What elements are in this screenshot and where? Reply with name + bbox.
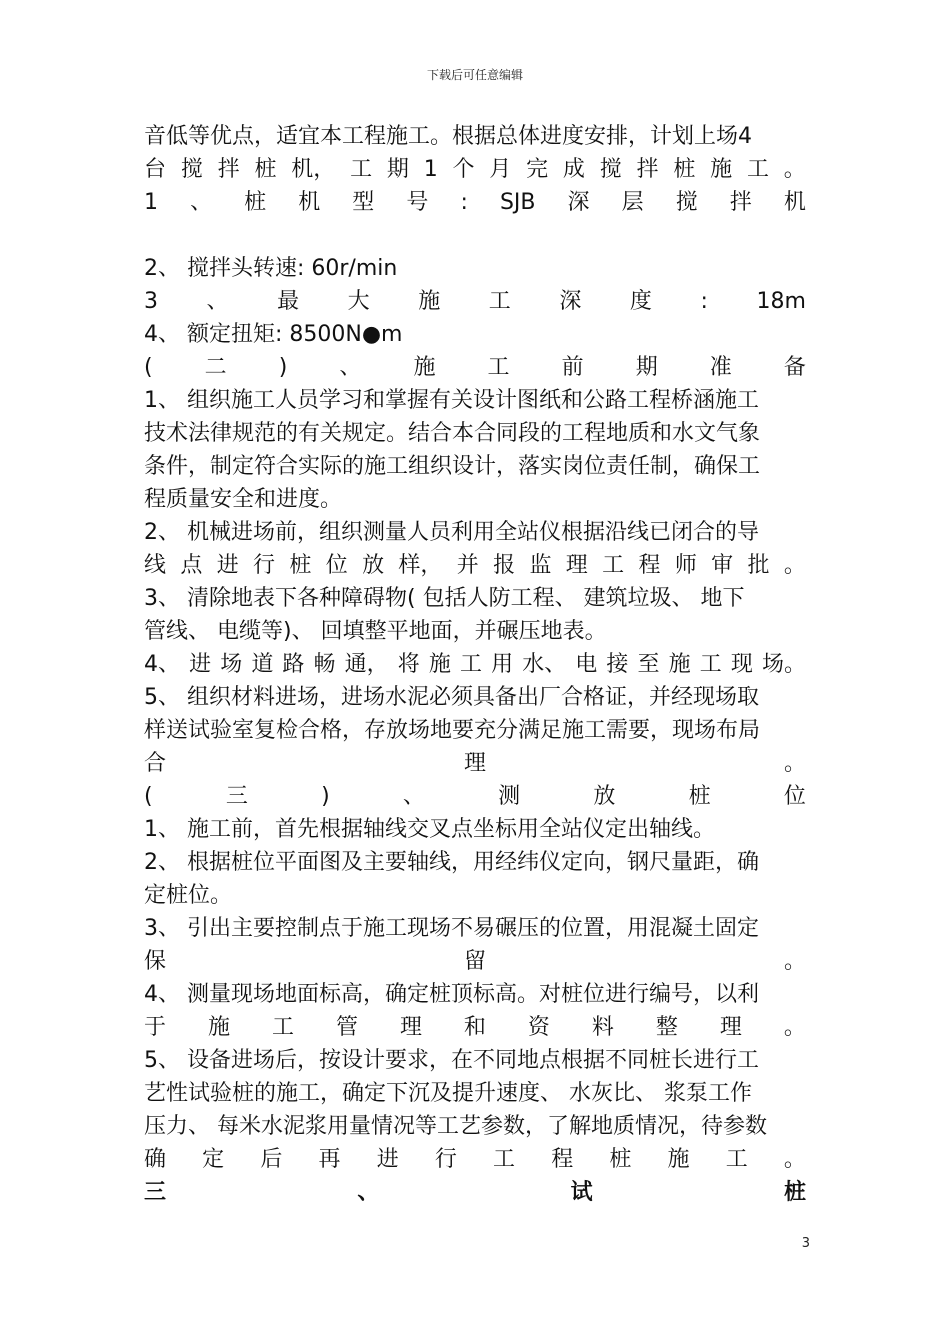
text-token: 个 (452, 157, 475, 182)
text-token: 工 (602, 553, 625, 578)
text-token: 二 (204, 355, 227, 380)
text-token: 层 (621, 190, 644, 215)
text-token: ) (278, 355, 288, 380)
text-token: 月 (489, 157, 512, 182)
text-token: ( (144, 355, 153, 380)
text-line: 5、 设备进场后，按设计要求，在不同地点根据不同桩长进行工 (144, 1048, 759, 1073)
text-line (144, 219, 806, 252)
text-token: 搅 (599, 157, 622, 182)
text-token: 师 (674, 553, 697, 578)
text-line (144, 1176, 806, 1209)
text-token: 期 (635, 355, 658, 380)
text-token: 于 (144, 1015, 167, 1040)
text-line: 3、 引出主要控制点于施工现场不易碾压的位置，用混凝土固定 (144, 916, 759, 941)
text-token: 进 (216, 553, 239, 578)
text-line (144, 648, 806, 681)
text-token: 1 (423, 157, 438, 182)
text-line: 压力、 每米水泥浆用量情况等工艺参数，了解地质情况，待参数 (144, 1114, 767, 1139)
text-line (144, 1143, 806, 1176)
text-line: 技术法律规范的有关规定。结合本合同段的工程地质和水文气象 (144, 421, 761, 446)
text-token: 准 (709, 355, 732, 380)
text-token: 工 (493, 1147, 516, 1172)
text-token: 施 (413, 355, 436, 380)
text-token: 深 (567, 190, 590, 215)
text-line (144, 186, 806, 219)
text-token: 保 (144, 949, 167, 974)
text-token: 放 (593, 784, 616, 809)
text-token: 进 (376, 1147, 399, 1172)
text-token: 、 (190, 190, 213, 215)
text-token: 整 (655, 1015, 678, 1040)
text-token: 工 (725, 1147, 748, 1172)
text-token: 桩 (289, 553, 312, 578)
text-token: 料 (591, 1015, 614, 1040)
text-token: 电 (575, 652, 598, 677)
text-token: 。 (783, 949, 806, 974)
text-token: : (700, 289, 708, 314)
text-line: 5、 组织材料进场，进场水泥必须具备出厂合格证，并经现场取 (144, 685, 759, 710)
text-token: 管 (335, 1015, 358, 1040)
text-line: 4、 测量现场地面标高，确定桩顶标高。对桩位进行编号，以利 (144, 982, 759, 1007)
text-token: 试 (570, 1180, 593, 1205)
text-token: 工 (350, 157, 373, 182)
text-token: 拌 (217, 157, 240, 182)
text-token: 点 (180, 553, 203, 578)
text-token: 合 (144, 751, 167, 776)
text-token: 、 (206, 289, 229, 314)
text-line (144, 1011, 806, 1044)
text-token: 机， (291, 157, 336, 182)
text-token: 搅 (675, 190, 698, 215)
text-token: 深 (559, 289, 582, 314)
text-line: 2、 根据桩位平面图及主要轴线，用经纬仪定向，钢尺量距，确 (144, 850, 759, 875)
text-token: : (460, 190, 468, 215)
text-token: 理 (565, 553, 588, 578)
page-header: 下载后可任意编辑 (426, 68, 523, 82)
text-token: 大 (347, 289, 370, 314)
text-token: SJB (499, 190, 536, 215)
text-token: 期 (386, 157, 409, 182)
text-token: 桩 (244, 190, 267, 215)
text-token: 前 (561, 355, 584, 380)
text-line (144, 285, 806, 318)
text-line (144, 780, 806, 813)
text-line: 条件，制定符合实际的施工组织设计，落实岗位责任制，确保工 (144, 454, 761, 479)
text-token: 水、 (522, 652, 567, 677)
text-token: ) (321, 784, 330, 809)
text-token: 将 (397, 652, 420, 677)
text-token: 理 (719, 1015, 742, 1040)
text-token: 和 (463, 1015, 486, 1040)
text-token: 机 (298, 190, 321, 215)
text-token: 定 (202, 1147, 225, 1172)
text-token: 、 (339, 355, 362, 380)
text-token: 三 (225, 784, 248, 809)
text-token: 施 (668, 652, 691, 677)
text-token: 拌 (729, 190, 752, 215)
text-line: 1、 组织施工人员学习和掌握有关设计图纸和公路工程桥涵施工 (144, 388, 759, 413)
text-token: 批 (747, 553, 770, 578)
text-line: 2、 搅拌头转速: 60r/min (144, 256, 398, 281)
page-number: 3 (801, 1236, 810, 1251)
text-token: 、 (402, 784, 425, 809)
text-token: 台 (144, 157, 167, 182)
document-body (144, 120, 806, 1209)
text-token: 理 (399, 1015, 422, 1040)
text-token: 路 (282, 652, 305, 677)
text-line: 1、 施工前，首先根据轴线交叉点坐标用全站仪定出轴线。 (144, 817, 715, 842)
text-token: 搅 (180, 157, 203, 182)
text-line: 艺性试验桩的施工，确定下沉及提升速度、 水灰比、 浆泵工作 (144, 1081, 752, 1106)
text-token: 备 (783, 355, 806, 380)
text-token: 施 (667, 1147, 690, 1172)
text-token: 报 (493, 553, 516, 578)
text-token: 。 (783, 1147, 806, 1172)
text-token: 工 (487, 355, 510, 380)
text-token: 桩 (609, 1147, 632, 1172)
text-token: 3 (144, 289, 158, 314)
text-token: 桩 (783, 1180, 806, 1205)
text-token: 。 (783, 157, 806, 182)
text-token: 留 (463, 949, 486, 974)
text-token: 接 (606, 652, 629, 677)
text-token: 工 (459, 652, 482, 677)
text-line: 管线、 电缆等)、 回填整平地面，并碾压地表。 (144, 619, 607, 644)
text-token: 场 (220, 652, 243, 677)
text-token: 程 (638, 553, 661, 578)
text-line: 4、 额定扭矩: 8500N●m (144, 322, 403, 347)
text-token: ( (144, 784, 153, 809)
text-token: 位 (783, 784, 806, 809)
text-line: 音低等优点，适宜本工程施工。根据总体进度安排，计划上场4 (144, 124, 752, 149)
text-line: 定桩位。 (144, 883, 233, 908)
text-token: 位 (325, 553, 348, 578)
text-token: 拌 (636, 157, 659, 182)
text-line (144, 153, 806, 186)
text-token: 施 (710, 157, 733, 182)
text-token: 确 (144, 1147, 167, 1172)
text-token: 通， (344, 652, 389, 677)
text-token: 再 (318, 1147, 341, 1172)
text-token: 施 (418, 289, 441, 314)
text-token: 理 (463, 751, 486, 776)
text-token: 现 (730, 652, 753, 677)
text-token: 线 (144, 553, 167, 578)
text-line: 程质量安全和进度。 (144, 487, 343, 512)
text-token: 畅 (313, 652, 336, 677)
text-token: 资 (527, 1015, 550, 1040)
text-token: 并 (456, 553, 479, 578)
text-token: 测 (498, 784, 521, 809)
text-line: 样送试验室复检合格，存放场地要充分满足施工需要，现场布局 (144, 718, 761, 743)
text-line (144, 747, 806, 780)
text-token: 机 (783, 190, 806, 215)
text-token: 度 (629, 289, 652, 314)
text-token: 三 (144, 1180, 167, 1205)
text-token: 。 (783, 751, 806, 776)
text-token: 施 (207, 1015, 230, 1040)
text-token: 样， (398, 553, 443, 578)
text-token: 工 (746, 157, 769, 182)
text-line (144, 351, 806, 384)
text-line (144, 945, 806, 978)
text-token: 桩 (688, 784, 711, 809)
text-token: 行 (253, 553, 276, 578)
text-token: 进 (189, 652, 212, 677)
text-token: 。 (783, 553, 806, 578)
text-token: 桩 (673, 157, 696, 182)
text-token: 18m (756, 289, 806, 314)
text-token: 放 (362, 553, 385, 578)
text-token: 工 (699, 652, 722, 677)
text-token: 监 (529, 553, 552, 578)
text-line: 3、 清除地表下各种障碍物( 包括人防工程、 建筑垃圾、 地下 (144, 586, 745, 611)
text-token: 施 (428, 652, 451, 677)
text-token: 程 (551, 1147, 574, 1172)
text-token: 审 (711, 553, 734, 578)
text-token: 1 (144, 190, 158, 215)
text-token: 用 (491, 652, 514, 677)
text-token: 成 (562, 157, 585, 182)
text-token: 完 (526, 157, 549, 182)
text-token: 行 (434, 1147, 457, 1172)
text-token: 桩 (254, 157, 277, 182)
text-token: 、 (357, 1180, 380, 1205)
text-token: 最 (277, 289, 300, 314)
text-token: 号 (406, 190, 429, 215)
text-token: 工 (271, 1015, 294, 1040)
text-token: 工 (488, 289, 511, 314)
text-line: 2、 机械进场前，组织测量人员利用全站仪根据沿线已闭合的导 (144, 520, 759, 545)
text-token: 场。 (761, 652, 806, 677)
text-token: 。 (783, 1015, 806, 1040)
text-token: 道 (251, 652, 274, 677)
text-line (144, 549, 806, 582)
text-token: 型 (352, 190, 375, 215)
text-token: 4、 (144, 652, 180, 677)
text-token: 后 (260, 1147, 283, 1172)
text-token: 至 (637, 652, 660, 677)
